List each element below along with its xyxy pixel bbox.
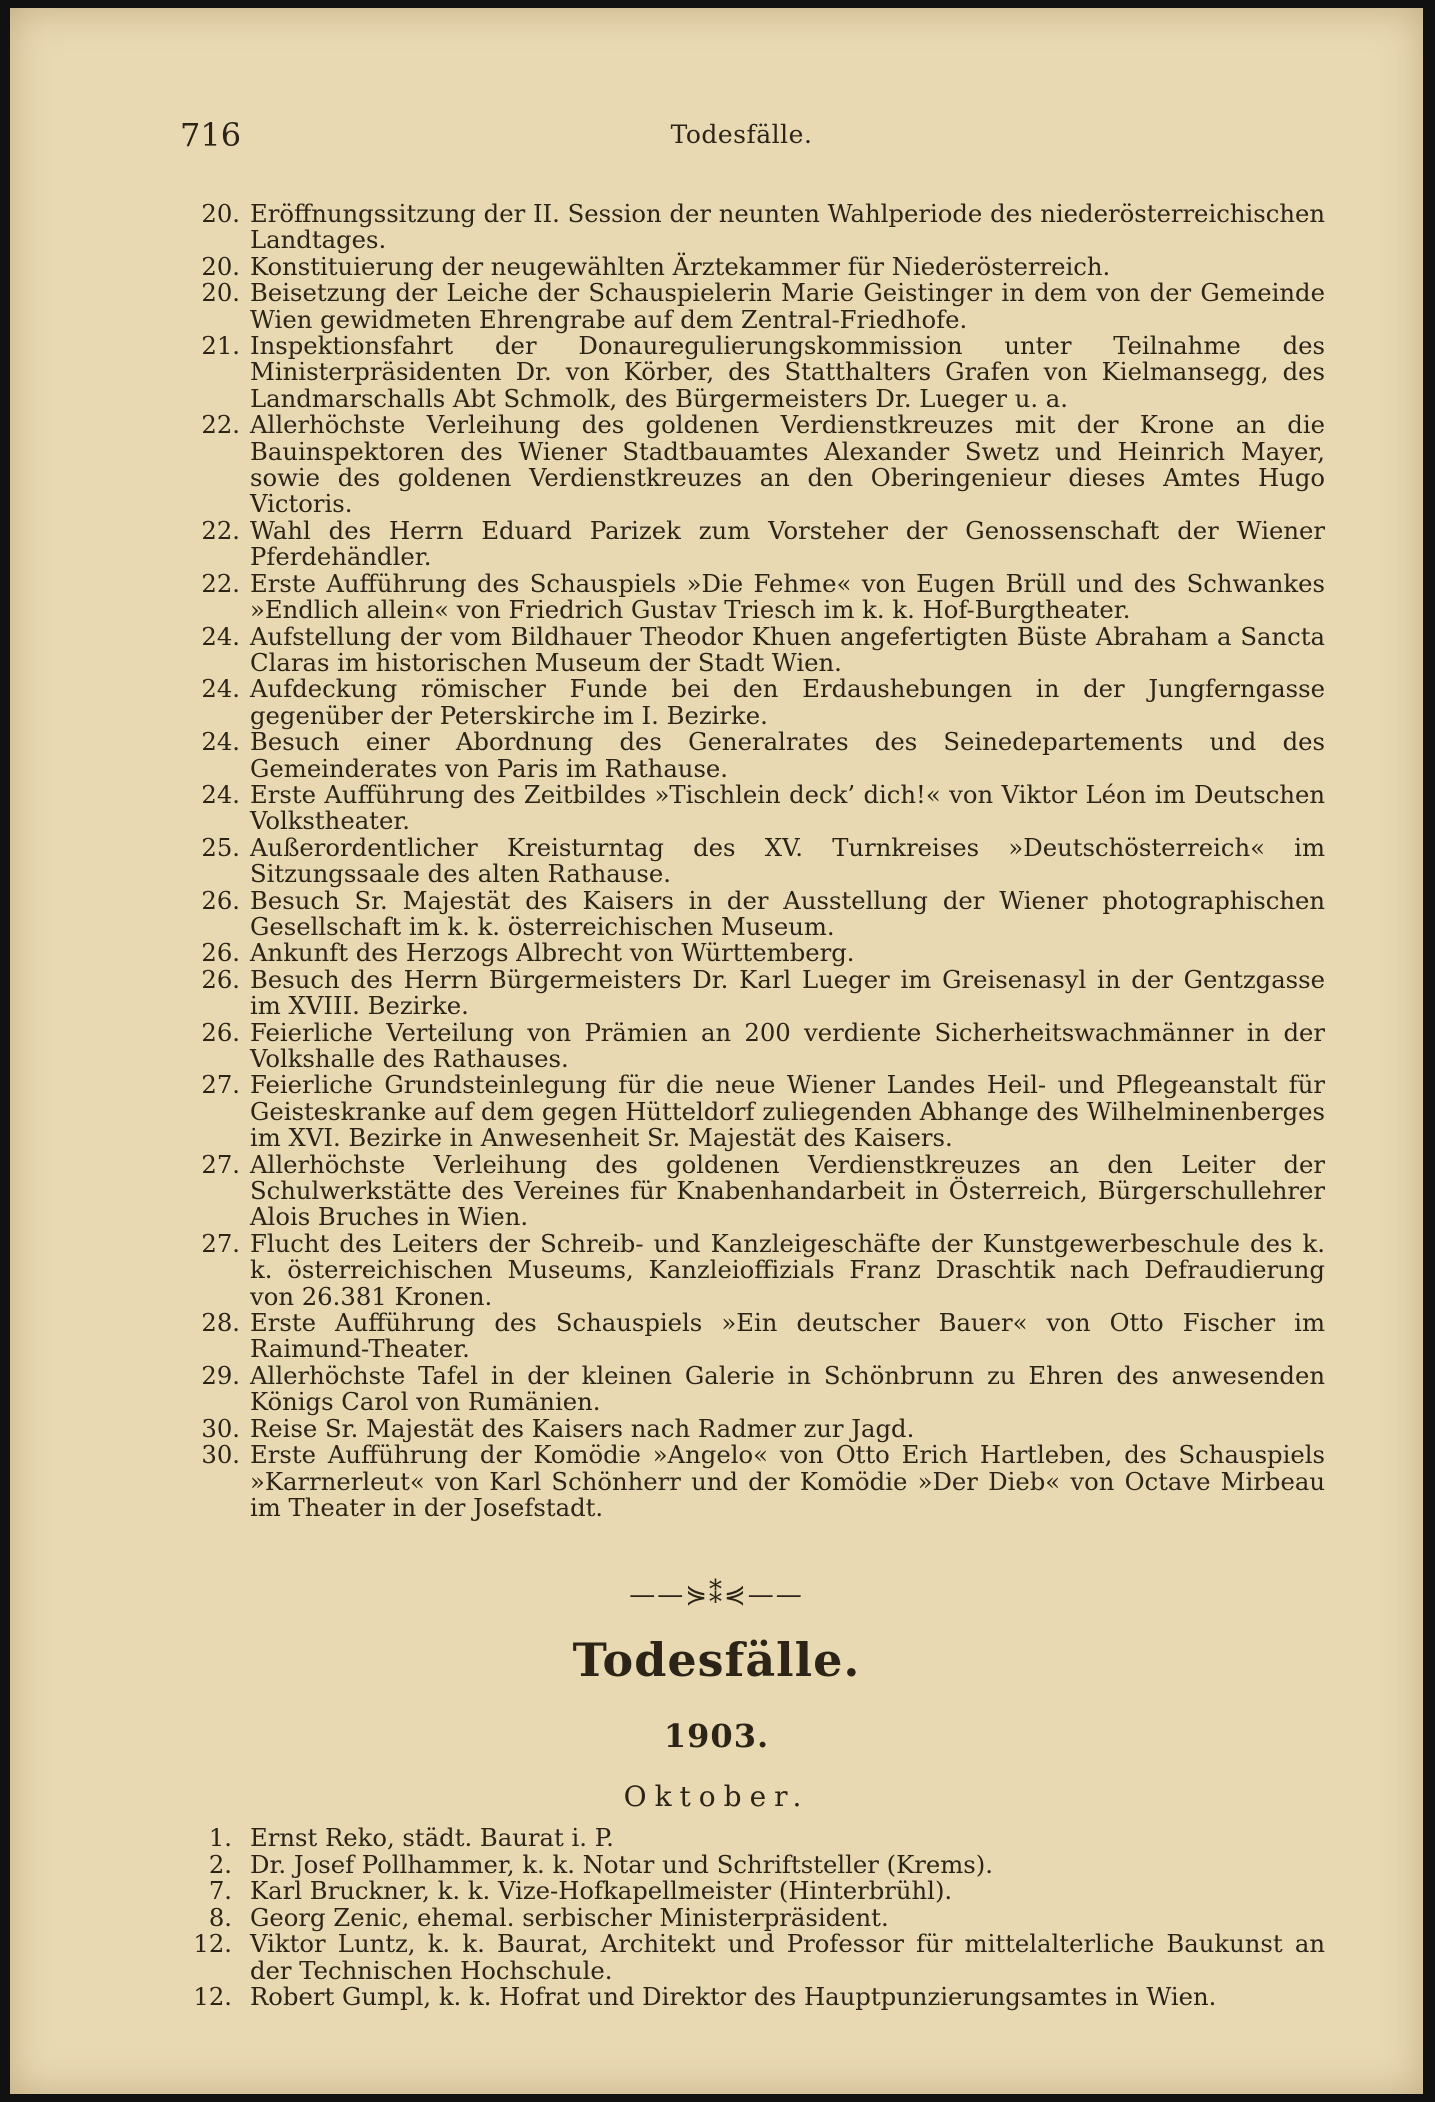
list-item <box>185 1413 1325 1443</box>
entry-day: 26. <box>201 964 240 994</box>
entry-day: 20. <box>201 278 240 308</box>
entry-day: 2. <box>208 1849 232 1879</box>
list-item <box>185 1931 1325 1984</box>
entry-text: Außerordentlicher Kreisturntag des XV. Turnkreises »Deutschösterreich« im Sitzungssaale des alten Rathause. <box>250 832 1325 889</box>
entry-text: Ankunft des Herzogs Albrecht von Württemberg. <box>250 938 855 968</box>
list-item <box>185 251 1325 281</box>
entry-day: 1. <box>208 1823 232 1852</box>
entry-day: 8. <box>208 1902 232 1932</box>
entry-day: 24. <box>201 674 240 704</box>
list-item <box>185 779 1325 836</box>
entry-day: 22. <box>201 410 240 440</box>
list-item <box>185 885 1325 941</box>
deaths-list <box>185 1825 1325 2011</box>
entry-text: Aufdeckung römischer Funde bei den Erdaushebungen in der Jungferngasse gegenüber der Peterskirche im I. Bezirke. <box>250 674 1325 730</box>
list-item <box>185 1442 1325 1521</box>
entry-day: 22. <box>201 568 240 598</box>
entry-text: Dr. Josef Pollhammer, k. k. Notar und Schriftsteller (Krems). <box>250 1849 993 1879</box>
list-item <box>185 1017 1325 1073</box>
entry-day: 24. <box>201 779 240 809</box>
entry-text: Robert Gumpl, k. k. Hofrat und Direktor des Hauptpunzierungsamtes in Wien. <box>250 1982 1217 2011</box>
entry-text: Allerhöchste Verleihung des goldenen Verdienstkreuzes mit der Krone an die Bauinspektoren des Wiener Stadtbauamtes Alexander Swetz und Heinrich Mayer, sowie des goldenen Verdienstkreuzes an den Oberingenieur dieses Amtes Hugo Victoris. <box>250 410 1325 519</box>
entry-day: 26. <box>201 885 240 915</box>
entry-day: 24. <box>201 727 240 757</box>
entry-day: 21. <box>201 331 240 361</box>
entry-day: 12. <box>193 1929 232 1958</box>
section-year: 1903. <box>663 1717 770 1755</box>
list-item <box>185 1310 1325 1363</box>
list-item <box>185 1072 1325 1151</box>
entry-day: 25. <box>201 832 240 862</box>
entry-text: Aufstellung der vom Bildhauer Theodor Khuen angefertigten Büste Abraham a Sancta Claras im historischen Museum der Stadt Wien. <box>250 621 1325 677</box>
entry-day: 22. <box>201 515 240 545</box>
entry-day: 30. <box>201 1413 240 1443</box>
list-item <box>185 568 1325 625</box>
entry-text: Besuch Sr. Majestät des Kaisers in der Ausstellung der Wiener photographischen Gesellschaft im k. k. österreichischen Museum. <box>250 885 1325 941</box>
entry-text: Flucht des Leiters der Schreib- und Kanzleigeschäfte der Kunstgewerbeschule des k. k. österreichischen Museums, Kanzleioffizials Franz Draschtik nach Defraudierung von 26.381 Kronen. <box>250 1228 1325 1311</box>
entry-day: 12. <box>193 1982 232 2011</box>
entry-day: 27. <box>201 1149 240 1179</box>
entry-text: Karl Bruckner, k. k. Vize-Hofkapellmeister (Hinterbrühl). <box>250 1876 953 1905</box>
list-item <box>185 1878 1325 1905</box>
page-header <box>180 116 1303 156</box>
entry-day: 27. <box>201 1070 240 1100</box>
entry-day: 24. <box>201 621 240 651</box>
section-month: Oktober. <box>623 1780 810 1813</box>
entry-day: 26. <box>201 1017 240 1047</box>
entry-text: Konstituierung der neugewählten Ärztekammer für Niederösterreich. <box>250 251 1111 281</box>
entry-text: Ernst Reko, städt. Baurat i. P. <box>250 1823 614 1852</box>
list-item <box>185 940 1325 966</box>
list-item <box>185 621 1325 677</box>
ornament-divider: ——⋟⁑⋞—— <box>629 1580 804 1610</box>
running-title: Todesfälle. <box>670 120 813 149</box>
list-item <box>185 1149 1325 1232</box>
entry-text: Georg Zenic, ehemal. serbischer Ministerpräsident. <box>250 1902 889 1932</box>
entry-text: Besuch des Herrn Bürgermeisters Dr. Karl Lueger im Greisenasyl in der Gentzgasse im XVIII. Bezirke. <box>250 964 1325 1021</box>
entry-day: 26. <box>201 938 240 968</box>
list-item <box>185 729 1325 782</box>
entry-text: Feierliche Grundsteinlegung für die neue Wiener Landes Heil- und Pflegeanstalt für Geisteskranke auf dem gegen Hütteldorf zuliegenden Abhange des Wilhelminenberges im XVI. Bezirke in Anwesenheit Sr. Majestät des Kaisers. <box>250 1070 1325 1153</box>
list-item <box>185 1825 1325 1852</box>
entry-text: Eröffnungssitzung der II. Session der neunten Wahlperiode des niederösterreichischen Landtages. <box>250 199 1325 255</box>
list-item <box>185 412 1325 518</box>
list-item <box>185 964 1325 1021</box>
list-item <box>185 1849 1325 1879</box>
list-item <box>185 201 1325 254</box>
entry-text: Allerhöchste Tafel in der kleinen Galerie in Schönbrunn zu Ehren des anwesenden Königs Carol von Rumänien. <box>250 1360 1325 1417</box>
entry-text: Besuch einer Abordnung des Generalrates des Seinedepartements und des Gemeinderates von Paris im Rathause. <box>250 727 1325 783</box>
entry-day: 29. <box>201 1360 240 1390</box>
entry-day: 20. <box>201 199 240 228</box>
page <box>10 8 1423 2094</box>
list-item <box>185 1228 1325 1311</box>
list-item <box>185 832 1325 889</box>
entry-text: Feierliche Verteilung von Prämien an 200 verdiente Sicherheitswachmänner in der Volkshalle des Rathauses. <box>250 1017 1325 1073</box>
entry-text: Erste Aufführung des Zeitbildes »Tischlein deck’ dich!« von Viktor Léon im Deutschen Volkstheater. <box>250 779 1325 836</box>
page-number: 716 <box>180 116 242 154</box>
list-item <box>185 1984 1325 2011</box>
entry-text: Beisetzung der Leiche der Schauspielerin Marie Geistinger in dem von der Gemeinde Wien gewidmeten Ehrengrabe auf dem Zentral-Friedhofe. <box>250 278 1325 334</box>
entry-text: Wahl des Herrn Eduard Parizek zum Vorsteher der Genossenschaft der Wiener Pferdehändler. <box>250 515 1325 572</box>
entry-day: 30. <box>201 1440 240 1470</box>
events-list <box>185 201 1325 1521</box>
entry-day: 28. <box>201 1308 240 1338</box>
entry-text: Inspektionsfahrt der Donauregulierungskommission unter Teilnahme des Ministerpräsidenten Dr. von Körber, des Statthalters Grafen von Kielmansegg, des Landmarschalls Abt Schmolk, des Bürgermeisters Dr. Lueger u. a. <box>250 331 1325 413</box>
entry-day: 7. <box>208 1876 232 1905</box>
entry-text: Erste Aufführung der Komödie »Angelo« von Otto Erich Hartleben, des Schauspiels »Karrnerleut« von Karl Schönherr und der Komödie »Der Dieb« von Octave Mirbeau im Theater in der Josefstadt. <box>250 1440 1325 1522</box>
list-item <box>185 333 1325 412</box>
entry-text: Erste Aufführung des Schauspiels »Die Fehme« von Eugen Brüll und des Schwankes »Endlich allein« von Friedrich Gustav Triesch im k. k. Hof-Burgtheater. <box>250 568 1325 625</box>
list-item <box>185 515 1325 572</box>
entry-text: Reise Sr. Majestät des Kaisers nach Radmer zur Jagd. <box>250 1413 915 1443</box>
list-item <box>185 676 1325 729</box>
list-item <box>185 1902 1325 1932</box>
entry-day: 27. <box>201 1228 240 1258</box>
entry-text: Erste Aufführung des Schauspiels »Ein deutscher Bauer« von Otto Fischer im Raimund-Theater. <box>250 1308 1325 1364</box>
entry-text: Allerhöchste Verleihung des goldenen Verdienstkreuzes an den Leiter der Schulwerkstätte des Vereines für Knabenhandarbeit in Österreich, Bürgerschullehrer Alois Bruches in Wien. <box>250 1149 1325 1232</box>
entry-text: Viktor Luntz, k. k. Baurat, Architekt und Professor für mittelalterliche Baukunst an der Technischen Hochschule. <box>250 1929 1325 1985</box>
entry-day: 20. <box>201 251 240 281</box>
list-item <box>185 1360 1325 1417</box>
section-title: Todesfälle. <box>572 1633 861 1687</box>
list-item <box>185 280 1325 333</box>
